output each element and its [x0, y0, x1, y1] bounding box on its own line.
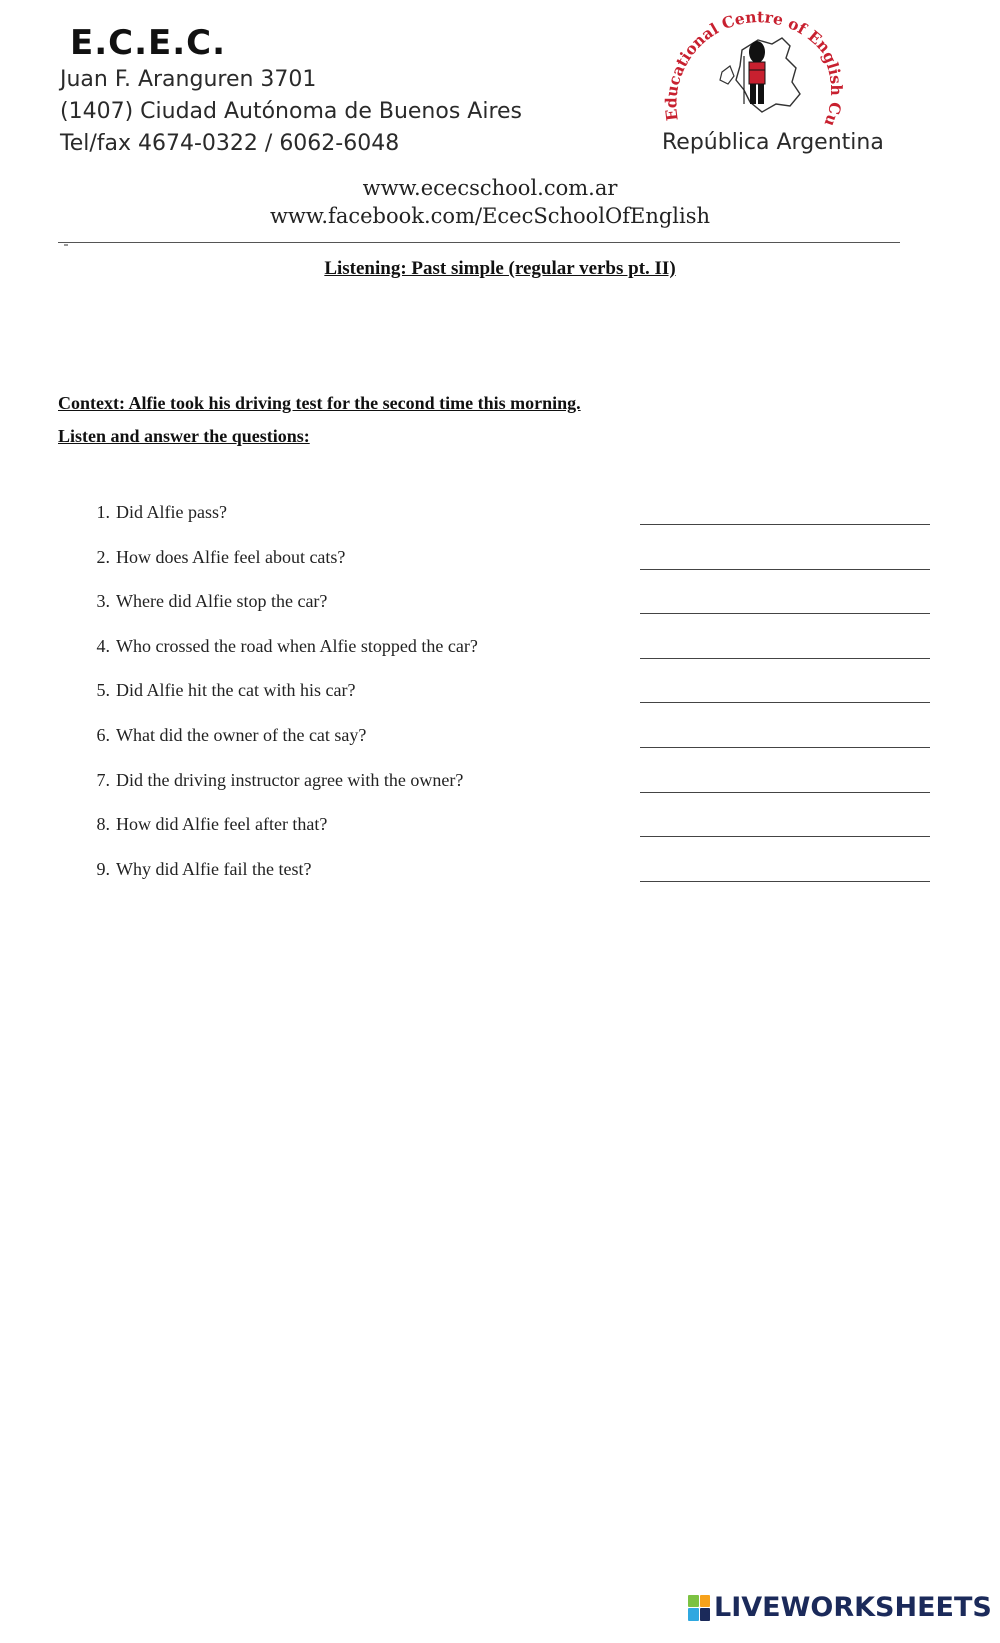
logo-country: República Argentina — [662, 130, 884, 155]
question-text: What did the owner of the cat say? — [116, 724, 367, 745]
question-number: 1. — [96, 502, 110, 522]
question-list — [80, 502, 930, 903]
answer-field[interactable] — [640, 506, 930, 525]
website-link[interactable]: www.ececschool.com.ar — [362, 176, 618, 200]
school-info — [60, 22, 580, 160]
logo-tile — [700, 1595, 711, 1608]
answer-field[interactable] — [640, 684, 930, 703]
question-item — [80, 502, 930, 547]
address-city: (1407) Ciudad Autónoma de Buenos Aires — [60, 99, 522, 124]
header-divider — [58, 242, 900, 243]
worksheet-title: Listening: Past simple (regular verbs pt. II) — [324, 258, 676, 279]
scan-mark — [64, 244, 68, 246]
question-number: 9. — [96, 858, 110, 879]
question-text: How did Alfie feel after that? — [116, 814, 328, 835]
liveworksheets-logo-icon — [688, 1595, 710, 1621]
question-text: Where did Alfie stop the car? — [116, 591, 328, 612]
question-item — [80, 814, 930, 859]
question-item — [80, 636, 930, 681]
question-text: Who crossed the road when Alfie stopped the car? — [116, 635, 478, 656]
answer-field[interactable] — [640, 595, 930, 614]
web-links — [0, 174, 1000, 230]
school-name: E.C.E.C. — [70, 23, 227, 63]
question-item — [80, 725, 930, 770]
question-text: Did the driving instructor agree with the owner? — [116, 769, 464, 790]
question-text: Why did Alfie fail the test? — [116, 858, 312, 879]
instruction-text: Listen and answer the questions: — [58, 426, 310, 446]
school-logo-icon — [650, 10, 890, 140]
context-text: Context: Alfie took his driving test for the second time this morning. — [58, 393, 581, 413]
logo-tile — [700, 1608, 711, 1621]
question-text: Did Alfie hit the cat with his car? — [116, 680, 356, 701]
question-number: 2. — [96, 546, 110, 567]
question-number: 6. — [96, 724, 110, 745]
question-item — [80, 770, 930, 815]
question-item — [80, 591, 930, 636]
question-number: 8. — [96, 814, 110, 835]
question-number: 4. — [96, 635, 110, 656]
facebook-link[interactable]: www.facebook.com/EcecSchoolOfEnglish — [269, 204, 711, 228]
answer-field[interactable] — [640, 640, 930, 659]
liveworksheets-brand[interactable] — [688, 1592, 992, 1623]
question-item — [80, 859, 930, 904]
liveworksheets-wordmark: LIVEWORKSHEETS — [714, 1592, 992, 1623]
answer-field[interactable] — [640, 551, 930, 570]
address-street: Juan F. Aranguren 3701 — [60, 67, 317, 92]
question-text: How does Alfie feel about cats? — [116, 546, 346, 567]
question-text: Did Alfie pass? — [116, 502, 227, 522]
question-item — [80, 680, 930, 725]
logo-ring-text: Educational Centre of English Cu — [661, 10, 847, 130]
logo-tile — [688, 1595, 699, 1608]
svg-text:Educational Centre of English — [650, 10, 846, 129]
logo-tile — [688, 1608, 699, 1621]
question-number: 7. — [96, 769, 110, 790]
question-item — [80, 547, 930, 592]
question-number: 3. — [96, 591, 110, 612]
answer-field[interactable] — [640, 774, 930, 793]
answer-field[interactable] — [640, 729, 930, 748]
answer-field[interactable] — [640, 863, 930, 882]
guard-figure — [744, 41, 765, 104]
question-number: 5. — [96, 680, 110, 701]
address-phone: Tel/fax 4674-0322 / 6062-6048 — [60, 131, 400, 156]
answer-field[interactable] — [640, 818, 930, 837]
